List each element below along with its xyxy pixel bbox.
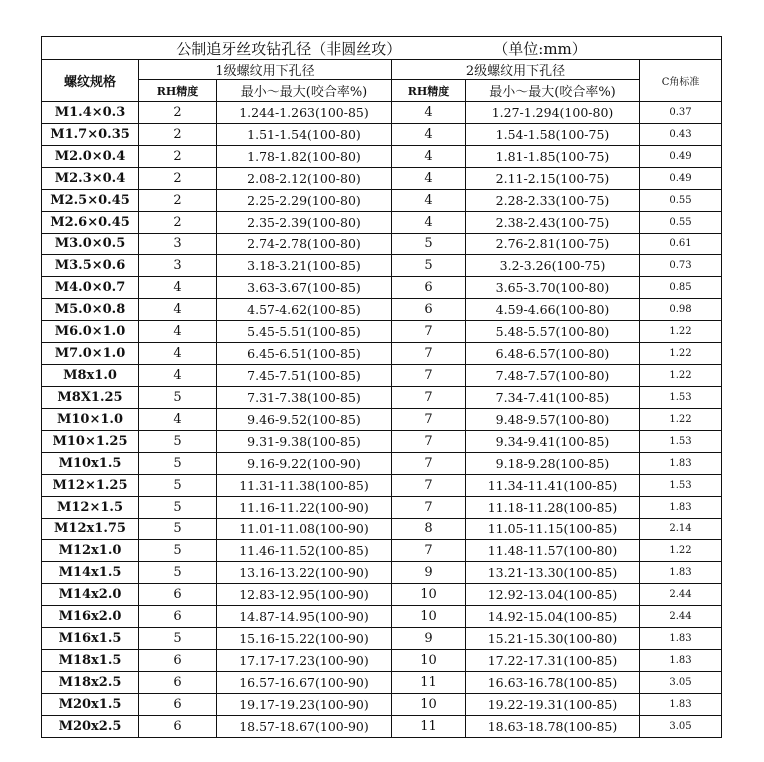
rh2-cell: 6 [392,277,466,299]
table-row [42,693,722,715]
table-row [42,430,722,452]
spec-cell: M3.0×0.5 [42,233,139,255]
rh1-cell: 5 [139,562,217,584]
table-row [42,211,722,233]
rh1-cell: 4 [139,299,217,321]
spec-cell: M20x1.5 [42,693,139,715]
spec-cell: M1.7×0.35 [42,123,139,145]
title-text: 公制追牙丝攻钻孔径（非圆丝攻） [176,39,402,58]
header-range2: 最小～最大(咬合率%) [466,80,640,102]
rh1-cell: 4 [139,365,217,387]
title-row [42,37,722,60]
c-std-cell: 2.44 [640,584,722,606]
range1-cell: 14.87-14.95(100-90) [217,606,392,628]
rh1-cell: 5 [139,474,217,496]
spec-cell: M10x1.5 [42,452,139,474]
range1-cell: 1.78-1.82(100-80) [217,145,392,167]
range2-cell: 11.34-11.41(100-85) [466,474,640,496]
table-row [42,365,722,387]
rh1-cell: 6 [139,650,217,672]
sub-header-row [42,80,722,102]
header-range1: 最小～最大(咬合率%) [217,80,392,102]
spec-cell: M2.3×0.4 [42,167,139,189]
rh1-cell: 3 [139,255,217,277]
rh2-cell: 10 [392,584,466,606]
range2-cell: 2.76-2.81(100-75) [466,233,640,255]
table-row [42,299,722,321]
range2-cell: 11.18-11.28(100-85) [466,496,640,518]
c-std-cell: 1.83 [640,628,722,650]
table-row [42,343,722,365]
c-std-cell: 1.22 [640,365,722,387]
spec-cell: M1.4×0.3 [42,102,139,124]
spec-cell: M12×1.25 [42,474,139,496]
range1-cell: 12.83-12.95(100-90) [217,584,392,606]
rh2-cell: 7 [392,452,466,474]
range1-cell: 13.16-13.22(100-90) [217,562,392,584]
range1-cell: 19.17-19.23(100-90) [217,693,392,715]
table-row [42,650,722,672]
range2-cell: 12.92-13.04(100-85) [466,584,640,606]
range2-cell: 1.81-1.85(100-75) [466,145,640,167]
range2-cell: 2.11-2.15(100-75) [466,167,640,189]
c-std-cell: 0.73 [640,255,722,277]
table-row [42,474,722,496]
rh1-cell: 6 [139,671,217,693]
range1-cell: 18.57-18.67(100-90) [217,715,392,737]
c-std-cell: 2.44 [640,606,722,628]
c-std-cell: 0.61 [640,233,722,255]
range1-cell: 3.18-3.21(100-85) [217,255,392,277]
header-class1: 1级螺纹用下孔径 [139,60,392,80]
spec-cell: M8X1.25 [42,386,139,408]
rh2-cell: 4 [392,189,466,211]
rh1-cell: 6 [139,606,217,628]
rh2-cell: 8 [392,518,466,540]
spec-cell: M20x2.5 [42,715,139,737]
rh1-cell: 2 [139,211,217,233]
header-rh1: RH精度 [139,80,217,102]
rh2-cell: 9 [392,628,466,650]
range2-cell: 9.48-9.57(100-80) [466,408,640,430]
range2-cell: 4.59-4.66(100-80) [466,299,640,321]
spec-cell: M18x2.5 [42,671,139,693]
rh2-cell: 4 [392,167,466,189]
table-row [42,540,722,562]
table-row [42,255,722,277]
range2-cell: 9.34-9.41(100-85) [466,430,640,452]
header-spec: 螺纹规格 [42,60,139,102]
table-row [42,277,722,299]
table-row [42,518,722,540]
header-rh2: RH精度 [392,80,466,102]
range1-cell: 11.31-11.38(100-85) [217,474,392,496]
range1-cell: 17.17-17.23(100-90) [217,650,392,672]
spec-cell: M2.0×0.4 [42,145,139,167]
range2-cell: 7.48-7.57(100-80) [466,365,640,387]
spec-cell: M2.5×0.45 [42,189,139,211]
rh1-cell: 4 [139,343,217,365]
rh1-cell: 6 [139,584,217,606]
range2-cell: 15.21-15.30(100-80) [466,628,640,650]
group-header-row [42,60,722,80]
table-row [42,123,722,145]
table-row [42,189,722,211]
range2-cell: 19.22-19.31(100-85) [466,693,640,715]
table-row [42,386,722,408]
spec-cell: M3.5×0.6 [42,255,139,277]
rh2-cell: 7 [392,386,466,408]
c-std-cell: 1.22 [640,408,722,430]
table-row [42,452,722,474]
range2-cell: 2.28-2.33(100-75) [466,189,640,211]
c-std-cell: 0.55 [640,211,722,233]
rh2-cell: 4 [392,123,466,145]
range1-cell: 11.46-11.52(100-85) [217,540,392,562]
spec-cell: M12×1.5 [42,496,139,518]
rh1-cell: 5 [139,628,217,650]
table-row [42,408,722,430]
range2-cell: 13.21-13.30(100-85) [466,562,640,584]
range1-cell: 16.57-16.67(100-90) [217,671,392,693]
table-row [42,671,722,693]
rh2-cell: 10 [392,693,466,715]
range1-cell: 6.45-6.51(100-85) [217,343,392,365]
table-row [42,715,722,737]
c-std-cell: 0.85 [640,277,722,299]
c-std-cell: 0.37 [640,102,722,124]
rh2-cell: 4 [392,211,466,233]
range1-cell: 2.35-2.39(100-80) [217,211,392,233]
range1-cell: 7.45-7.51(100-85) [217,365,392,387]
range2-cell: 2.38-2.43(100-75) [466,211,640,233]
range1-cell: 15.16-15.22(100-90) [217,628,392,650]
rh2-cell: 4 [392,102,466,124]
rh1-cell: 5 [139,430,217,452]
c-std-cell: 1.22 [640,540,722,562]
c-std-cell: 1.53 [640,430,722,452]
rh2-cell: 10 [392,606,466,628]
table-body [42,102,722,738]
spec-cell: M4.0×0.7 [42,277,139,299]
rh2-cell: 5 [392,233,466,255]
rh2-cell: 7 [392,321,466,343]
table-row [42,167,722,189]
rh2-cell: 7 [392,540,466,562]
rh2-cell: 7 [392,430,466,452]
range2-cell: 5.48-5.57(100-80) [466,321,640,343]
rh1-cell: 5 [139,452,217,474]
table-row [42,233,722,255]
range2-cell: 11.48-11.57(100-80) [466,540,640,562]
spec-cell: M16x1.5 [42,628,139,650]
range1-cell: 9.16-9.22(100-90) [217,452,392,474]
range1-cell: 2.25-2.29(100-80) [217,189,392,211]
c-std-cell: 1.53 [640,386,722,408]
spec-cell: M12x1.75 [42,518,139,540]
range1-cell: 11.16-11.22(100-90) [217,496,392,518]
rh2-cell: 4 [392,145,466,167]
rh2-cell: 10 [392,650,466,672]
range2-cell: 16.63-16.78(100-85) [466,671,640,693]
rh2-cell: 11 [392,715,466,737]
header-c-std: C角标准 [640,60,722,102]
rh1-cell: 2 [139,123,217,145]
spec-cell: M18x1.5 [42,650,139,672]
table-row [42,102,722,124]
range2-cell: 3.65-3.70(100-80) [466,277,640,299]
header-class2: 2级螺纹用下孔径 [392,60,640,80]
c-std-cell: 1.83 [640,452,722,474]
spec-cell: M2.6×0.45 [42,211,139,233]
spec-cell: M6.0×1.0 [42,321,139,343]
c-std-cell: 0.49 [640,167,722,189]
table-row [42,562,722,584]
rh1-cell: 5 [139,496,217,518]
range2-cell: 7.34-7.41(100-85) [466,386,640,408]
rh2-cell: 7 [392,496,466,518]
c-std-cell: 1.83 [640,496,722,518]
rh2-cell: 5 [392,255,466,277]
rh1-cell: 4 [139,277,217,299]
spec-cell: M16x2.0 [42,606,139,628]
range1-cell: 9.31-9.38(100-85) [217,430,392,452]
spec-cell: M5.0×0.8 [42,299,139,321]
range2-cell: 3.2-3.26(100-75) [466,255,640,277]
c-std-cell: 1.22 [640,321,722,343]
c-std-cell: 0.49 [640,145,722,167]
range2-cell: 11.05-11.15(100-85) [466,518,640,540]
spec-cell: M14x1.5 [42,562,139,584]
c-std-cell: 0.43 [640,123,722,145]
c-std-cell: 1.83 [640,650,722,672]
rh1-cell: 6 [139,693,217,715]
range1-cell: 4.57-4.62(100-85) [217,299,392,321]
c-std-cell: 1.53 [640,474,722,496]
range2-cell: 6.48-6.57(100-80) [466,343,640,365]
table-row [42,145,722,167]
table-row [42,584,722,606]
table-row [42,628,722,650]
range2-cell: 1.54-1.58(100-75) [466,123,640,145]
rh1-cell: 2 [139,145,217,167]
rh1-cell: 4 [139,408,217,430]
rh1-cell: 2 [139,102,217,124]
rh2-cell: 7 [392,474,466,496]
rh2-cell: 6 [392,299,466,321]
table-row [42,496,722,518]
c-std-cell: 1.22 [640,343,722,365]
range1-cell: 11.01-11.08(100-90) [217,518,392,540]
unit-text: （单位:mm） [493,39,587,58]
rh2-cell: 9 [392,562,466,584]
c-std-cell: 1.83 [640,562,722,584]
rh1-cell: 2 [139,167,217,189]
range1-cell: 7.31-7.38(100-85) [217,386,392,408]
rh1-cell: 5 [139,518,217,540]
rh2-cell: 7 [392,408,466,430]
range1-cell: 1.51-1.54(100-80) [217,123,392,145]
range2-cell: 9.18-9.28(100-85) [466,452,640,474]
range1-cell: 2.74-2.78(100-80) [217,233,392,255]
c-std-cell: 3.05 [640,715,722,737]
tap-drill-table [41,36,722,738]
table-row [42,321,722,343]
spec-cell: M7.0×1.0 [42,343,139,365]
rh2-cell: 7 [392,343,466,365]
range1-cell: 3.63-3.67(100-85) [217,277,392,299]
rh2-cell: 11 [392,671,466,693]
rh1-cell: 4 [139,321,217,343]
rh1-cell: 2 [139,189,217,211]
range1-cell: 5.45-5.51(100-85) [217,321,392,343]
rh1-cell: 6 [139,715,217,737]
c-std-cell: 2.14 [640,518,722,540]
range1-cell: 1.244-1.263(100-85) [217,102,392,124]
c-std-cell: 0.98 [640,299,722,321]
c-std-cell: 0.55 [640,189,722,211]
spec-cell: M12x1.0 [42,540,139,562]
spec-cell: M10×1.25 [42,430,139,452]
rh1-cell: 3 [139,233,217,255]
range1-cell: 2.08-2.12(100-80) [217,167,392,189]
range1-cell: 9.46-9.52(100-85) [217,408,392,430]
rh1-cell: 5 [139,540,217,562]
rh1-cell: 5 [139,386,217,408]
c-std-cell: 3.05 [640,671,722,693]
spec-cell: M10×1.0 [42,408,139,430]
rh2-cell: 7 [392,365,466,387]
table-title [42,37,722,60]
range2-cell: 18.63-18.78(100-85) [466,715,640,737]
c-std-cell: 1.83 [640,693,722,715]
spec-cell: M8x1.0 [42,365,139,387]
range2-cell: 17.22-17.31(100-85) [466,650,640,672]
spec-cell: M14x2.0 [42,584,139,606]
range2-cell: 1.27-1.294(100-80) [466,102,640,124]
range2-cell: 14.92-15.04(100-85) [466,606,640,628]
table-row [42,606,722,628]
